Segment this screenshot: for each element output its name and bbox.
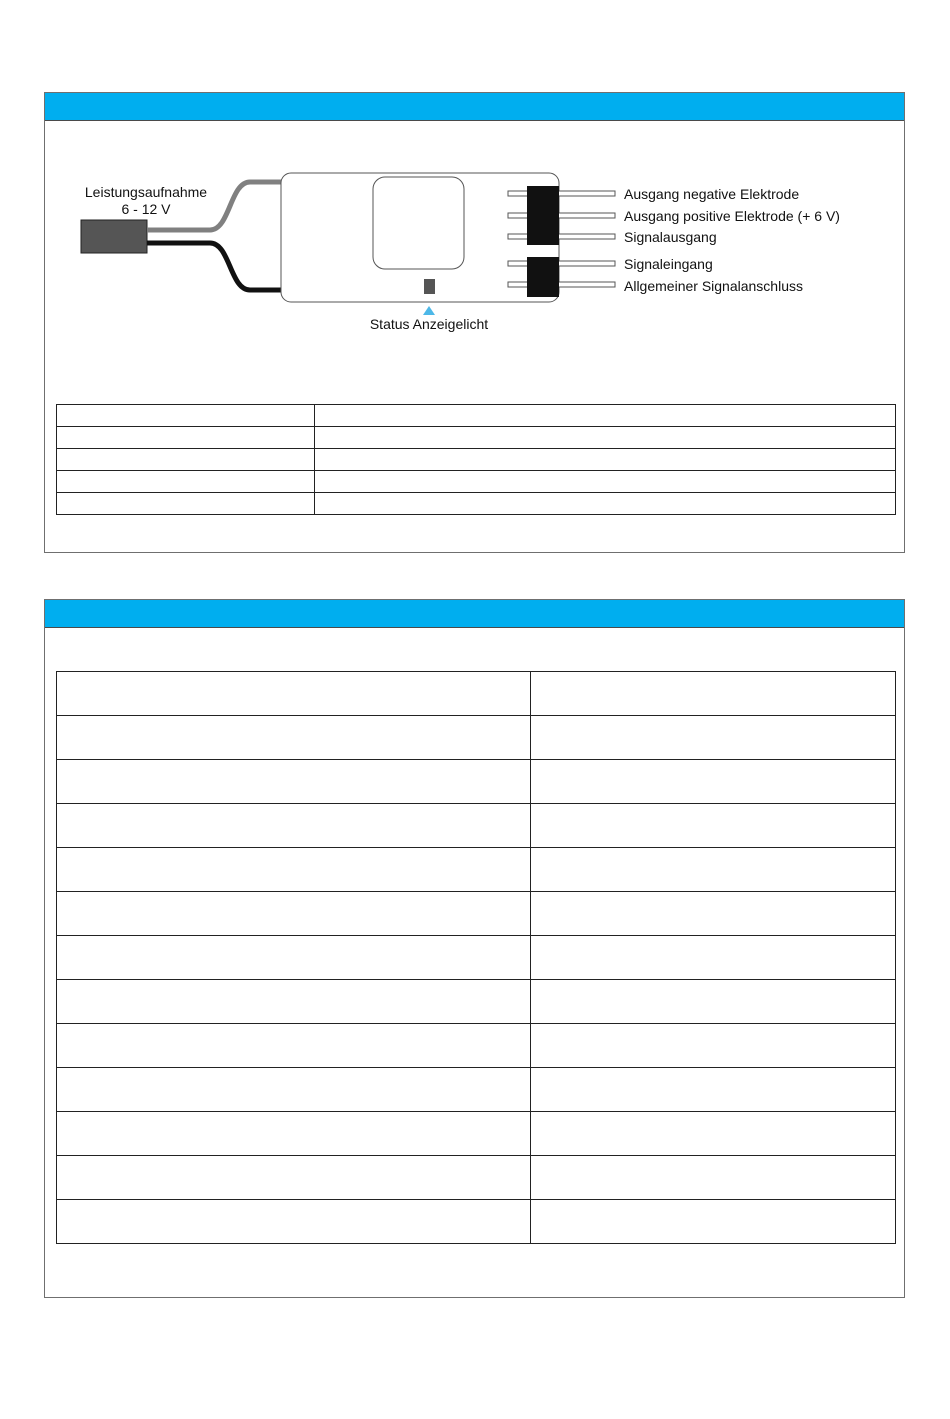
table-cell xyxy=(57,493,315,515)
table-cell xyxy=(531,936,896,980)
table-cell xyxy=(57,980,531,1024)
table-row xyxy=(57,760,896,804)
table-row xyxy=(57,1200,896,1244)
table-cell xyxy=(57,1112,531,1156)
pin xyxy=(508,282,615,287)
table-row xyxy=(57,449,896,471)
table-cell xyxy=(57,848,531,892)
table-row xyxy=(57,1024,896,1068)
table-cell xyxy=(531,1156,896,1200)
panel-header xyxy=(45,600,904,628)
table-cell xyxy=(57,936,531,980)
table-row xyxy=(57,493,896,515)
table-cell xyxy=(531,892,896,936)
table-cell xyxy=(531,980,896,1024)
pin-label-positive: Ausgang positive Elektrode (+ 6 V) xyxy=(624,208,840,224)
table-row xyxy=(57,1112,896,1156)
power-connector xyxy=(81,220,147,253)
table-row xyxy=(57,1068,896,1112)
black-wire xyxy=(147,243,301,290)
pin xyxy=(508,261,615,266)
table-cell xyxy=(531,716,896,760)
pin-header-cover xyxy=(527,186,559,297)
table-cell xyxy=(315,427,896,449)
module-chip xyxy=(373,177,464,269)
table-row xyxy=(57,980,896,1024)
table-row xyxy=(57,716,896,760)
pin-label-common: Allgemeiner Signalanschluss xyxy=(624,278,803,294)
table-cell xyxy=(57,804,531,848)
spec-table xyxy=(56,671,896,1244)
table-cell xyxy=(315,405,896,427)
power-label-line2: 6 - 12 V xyxy=(121,201,171,217)
table-cell xyxy=(57,672,531,716)
diagram-panel xyxy=(44,92,905,553)
pin-label-signal-in: Signaleingang xyxy=(624,256,713,272)
pin xyxy=(508,213,615,218)
table-cell xyxy=(531,672,896,716)
status-label: Status Anzeigelicht xyxy=(369,316,489,332)
table-row xyxy=(57,672,896,716)
module-diagram xyxy=(45,93,906,393)
table-row xyxy=(57,848,896,892)
table-row xyxy=(57,804,896,848)
spec-panel xyxy=(44,599,905,1298)
table-cell xyxy=(315,449,896,471)
table-cell xyxy=(57,1024,531,1068)
table-row xyxy=(57,405,896,427)
table-cell xyxy=(315,493,896,515)
pin-label-signal-out: Signalausgang xyxy=(624,229,717,245)
pin xyxy=(508,191,615,196)
table-cell xyxy=(315,471,896,493)
table-cell xyxy=(57,405,315,427)
table-cell xyxy=(531,1024,896,1068)
table-row xyxy=(57,892,896,936)
table-cell xyxy=(531,804,896,848)
table-cell xyxy=(531,1200,896,1244)
status-marker-icon xyxy=(423,306,435,315)
pin xyxy=(508,234,615,239)
power-label-line1: Leistungsaufnahme xyxy=(84,184,208,200)
table-cell xyxy=(531,848,896,892)
table-row xyxy=(57,936,896,980)
pin-table xyxy=(56,404,896,515)
table-cell xyxy=(531,1068,896,1112)
status-led xyxy=(424,279,435,294)
table-cell xyxy=(57,716,531,760)
table-cell xyxy=(57,471,315,493)
table-cell xyxy=(57,449,315,471)
table-row xyxy=(57,471,896,493)
pin-label-negative: Ausgang negative Elektrode xyxy=(624,186,800,202)
table-cell xyxy=(57,1200,531,1244)
table-cell xyxy=(57,1156,531,1200)
table-cell xyxy=(57,760,531,804)
table-cell xyxy=(531,760,896,804)
table-row xyxy=(57,427,896,449)
table-cell xyxy=(57,427,315,449)
table-cell xyxy=(57,892,531,936)
table-cell xyxy=(531,1112,896,1156)
table-row xyxy=(57,1156,896,1200)
table-cell xyxy=(57,1068,531,1112)
